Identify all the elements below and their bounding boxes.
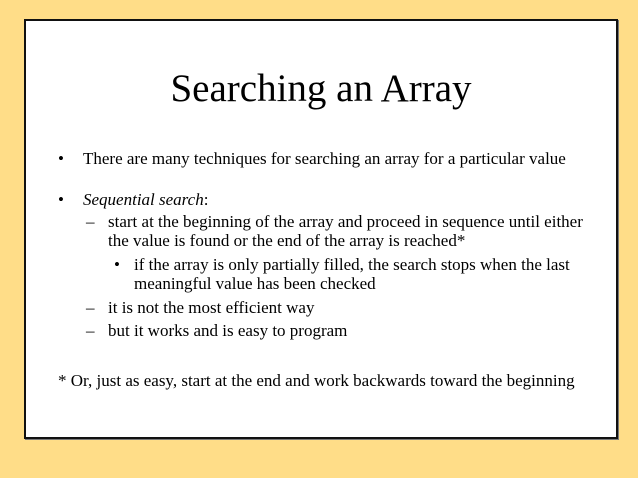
footnote: * Or, just as easy, start at the end and work backwards toward the beginning [58, 371, 575, 390]
dash-marker: – [86, 298, 95, 317]
bullet-marker: • [58, 149, 64, 168]
subsub-item-partially-filled-line2: meaningful value has been checked [134, 274, 376, 293]
dash-marker: – [86, 321, 95, 340]
bullet-text-techniques: There are many techniques for searching an array for a particular value [83, 149, 566, 168]
sub-item-not-efficient-text: it is not the most efficient way [108, 298, 315, 317]
slide-frame [24, 19, 618, 439]
sequential-search-term: Sequential search [83, 190, 204, 209]
subsub-item-partially-filled-line1: if the array is only partially filled, the search stops when the last [134, 255, 570, 274]
slide-title: Searching an Array [170, 67, 472, 110]
sub-item-easy-to-program-text: but it works and is easy to program [108, 321, 348, 340]
bullet-marker: • [58, 190, 64, 209]
sub-item-start-beginning-line1: start at the beginning of the array and proceed in sequence until either [108, 212, 583, 231]
sequential-search-colon: : [203, 190, 209, 209]
bullet-marker: • [114, 255, 120, 274]
sub-item-start-beginning-line2: the value is found or the end of the array is reached* [108, 231, 466, 250]
bullet-text-sequential-search [83, 190, 208, 209]
dash-marker: – [86, 212, 95, 231]
